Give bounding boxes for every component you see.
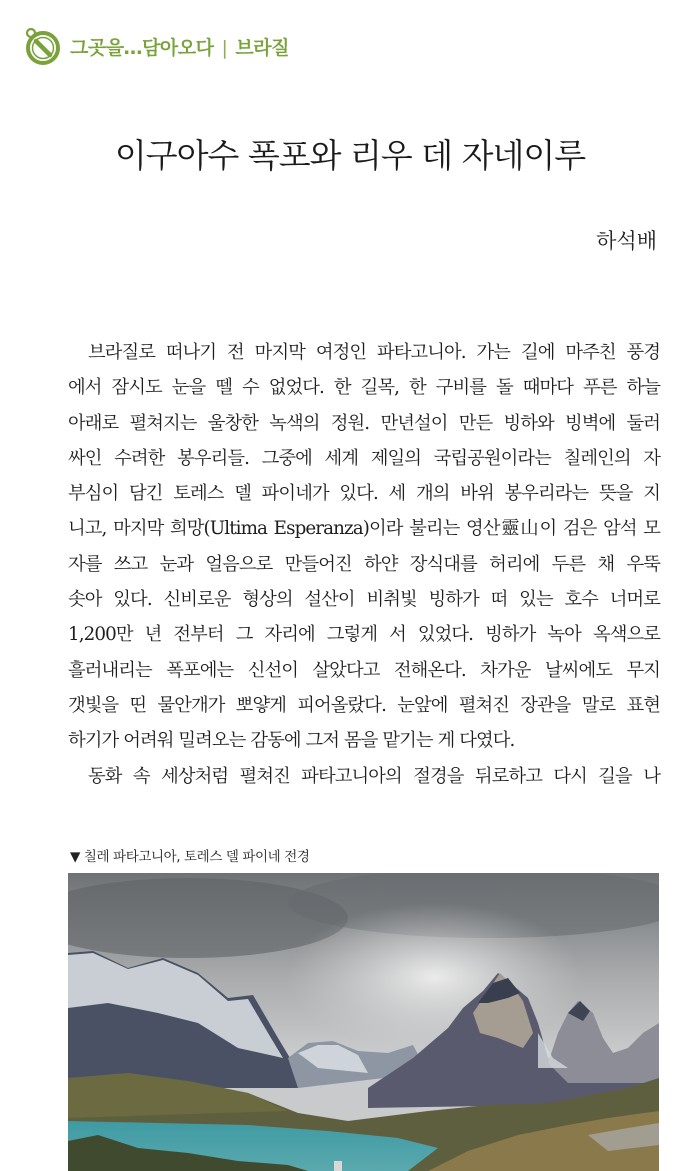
- body-line: 에서 잠시도 눈을 뗄 수 없었다. 한 길목, 한 구비를 돌 때마다 푸른 하늘: [68, 377, 660, 399]
- body-line: 브라질로 떠나기 전 마지막 여정인 파타고니아. 가는 길에 마주친 풍경: [88, 342, 660, 363]
- country-name: 브라질: [235, 36, 289, 59]
- section-name: 그곳을…담아오다: [70, 36, 214, 59]
- article-title: 이구아수 폭포와 리우 데 자네이루: [114, 136, 586, 176]
- figure-caption: ▼ 칠레 파타고니아, 토레스 델 파이네 전경: [70, 849, 310, 865]
- separator: |: [221, 36, 228, 59]
- body-line: 동화 속 세상처럼 펼쳐진 파타고니아의 절경을 뒤로하고 다시 길을 나: [88, 765, 660, 787]
- section-title: [70, 33, 289, 60]
- body-line: 자를 쓰고 눈과 얼음으로 만들어진 하얀 장식대를 허리에 두른 채 우뚝: [68, 553, 660, 575]
- article-body: [68, 335, 660, 794]
- body-line: 갯빛을 띤 물안개가 뽀얗게 피어올랐다. 눈앞에 펼쳐진 장관을 말로 표현: [68, 694, 660, 716]
- body-line: 싸인 수려한 봉우리들. 그중에 세계 제일의 국립공원이라는 칠레인의 자: [68, 447, 660, 469]
- author-name: 하석배: [596, 229, 657, 253]
- landscape-photo: [68, 873, 659, 1171]
- body-line: 1,200만 년 전부터 그 자리에 그렇게 서 있었다. 빙하가 녹아 옥색으로: [68, 624, 660, 646]
- mountain-lake-image: [68, 873, 659, 1171]
- body-line: 부심이 담긴 토레스 델 파이네가 있다. 세 개의 바위 봉우리라는 뜻을 지: [68, 483, 660, 505]
- body-line: 솟아 있다. 신비로운 형상의 설산이 비취빛 빙하가 떠 있는 호수 너머로: [68, 589, 660, 611]
- body-line: 하기가 어려워 밀려오는 감동에 그저 몸을 맡기는 게 다였다.: [68, 730, 515, 752]
- body-line: 아래로 펼쳐지는 울창한 녹색의 정원. 만년설이 만든 빙하와 빙벽에 둘러: [68, 412, 660, 434]
- compass-icon: [22, 26, 62, 66]
- section-header: [22, 26, 289, 66]
- body-line: 니고, 마지막 희망(Ultima Esperanza)이라 불리는 영산靈山이 검은 암석 모: [68, 518, 660, 540]
- body-line: 흘러내리는 폭포에는 신선이 살았다고 전해온다. 차가운 날씨에도 무지: [68, 659, 660, 681]
